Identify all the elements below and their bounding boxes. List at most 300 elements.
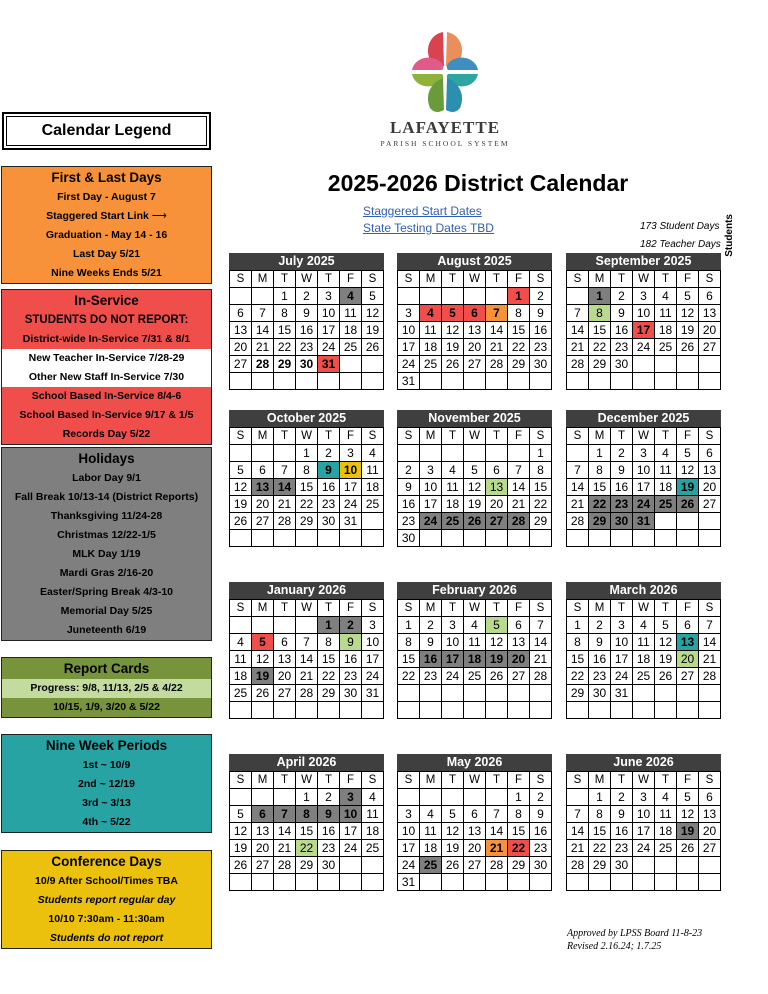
day-cell: 19 (677, 479, 699, 496)
day-cell: 1 (508, 789, 530, 806)
empty-cell (252, 288, 274, 305)
day-cell: 19 (655, 651, 677, 668)
day-cell: 23 (318, 840, 340, 857)
day-cell: 26 (677, 339, 699, 356)
day-cell: 12 (464, 479, 486, 496)
day-cell: 9 (296, 305, 318, 322)
day-cell: 27 (508, 668, 530, 685)
empty-cell (340, 702, 362, 719)
empty-cell (230, 288, 252, 305)
empty-cell (464, 288, 486, 305)
month-april-2026 (229, 754, 384, 891)
legend-item: MLK Day 1/19 (72, 548, 141, 560)
day-cell: 6 (699, 445, 721, 462)
day-cell: 30 (611, 857, 633, 874)
day-cell: 8 (589, 305, 611, 322)
weekday-header: S (567, 772, 589, 789)
day-cell: 20 (699, 322, 721, 339)
day-cell: 18 (655, 823, 677, 840)
weekday-header: W (296, 271, 318, 288)
legend-item (2, 207, 211, 226)
day-cell: 28 (252, 356, 274, 373)
empty-cell (362, 857, 384, 874)
day-cell: 18 (464, 651, 486, 668)
weekday-header: S (567, 428, 589, 445)
day-cell: 28 (486, 857, 508, 874)
day-cell: 17 (633, 823, 655, 840)
month-title: March 2026 (566, 582, 721, 599)
weekday-header: F (677, 271, 699, 288)
day-cell: 16 (611, 322, 633, 339)
weekday-header: F (677, 772, 699, 789)
day-cell: 9 (318, 806, 340, 823)
day-cell: 19 (486, 651, 508, 668)
day-cell: 8 (274, 305, 296, 322)
day-cell: 10 (362, 634, 384, 651)
day-cell: 8 (567, 634, 589, 651)
legend-item: Graduation - May 14 - 16 (45, 229, 168, 241)
weekday-header: T (486, 428, 508, 445)
day-cell: 22 (508, 339, 530, 356)
day-cell: 21 (274, 840, 296, 857)
weekday-header: T (611, 600, 633, 617)
month-grid (229, 599, 384, 719)
empty-cell (340, 530, 362, 547)
day-cell: 15 (589, 322, 611, 339)
weekday-header: T (655, 271, 677, 288)
day-cell: 12 (442, 322, 464, 339)
empty-cell (362, 530, 384, 547)
day-cell: 15 (318, 651, 340, 668)
empty-cell (486, 789, 508, 806)
day-cell: 27 (252, 513, 274, 530)
empty-cell (230, 617, 252, 634)
empty-cell (230, 445, 252, 462)
legend-item: 10/9 After School/Times TBA (35, 875, 178, 887)
day-cell: 21 (252, 339, 274, 356)
day-cell: 30 (611, 356, 633, 373)
day-cell: 21 (296, 668, 318, 685)
day-cell: 1 (589, 288, 611, 305)
day-cell: 4 (633, 617, 655, 634)
day-cell: 22 (274, 339, 296, 356)
weekday-header: W (464, 600, 486, 617)
day-cell: 23 (611, 840, 633, 857)
weekday-header: F (508, 428, 530, 445)
empty-cell (589, 373, 611, 390)
empty-cell (677, 356, 699, 373)
day-cell: 15 (296, 479, 318, 496)
day-cell: 10 (611, 634, 633, 651)
revision-line: Revised 2.16.24; 1.7.25 (567, 941, 662, 952)
empty-cell (486, 530, 508, 547)
day-cell: 20 (508, 651, 530, 668)
day-cell: 22 (318, 668, 340, 685)
empty-cell (655, 513, 677, 530)
empty-cell (420, 288, 442, 305)
day-cell: 12 (230, 823, 252, 840)
day-cell: 16 (398, 496, 420, 513)
day-cell: 12 (655, 634, 677, 651)
empty-cell (699, 513, 721, 530)
day-cell: 21 (508, 496, 530, 513)
weekday-header: S (699, 772, 721, 789)
empty-cell (567, 789, 589, 806)
day-cell: 2 (318, 445, 340, 462)
legend-title: Calendar Legend (6, 116, 207, 146)
day-cell: 10 (420, 479, 442, 496)
org-subtitle: PARISH SCHOOL SYSTEM (380, 139, 510, 148)
empty-cell (530, 685, 552, 702)
weekday-header: M (420, 271, 442, 288)
weekday-header: T (655, 428, 677, 445)
organization-name (360, 118, 530, 148)
day-cell: 25 (230, 685, 252, 702)
day-cell: 25 (420, 356, 442, 373)
day-cell: 2 (318, 789, 340, 806)
empty-cell (274, 530, 296, 547)
day-cell: 17 (633, 322, 655, 339)
month-grid (397, 771, 552, 891)
day-cell: 30 (589, 685, 611, 702)
day-cell: 10 (398, 823, 420, 840)
empty-cell (274, 445, 296, 462)
empty-cell (362, 373, 384, 390)
day-cell: 26 (230, 513, 252, 530)
day-cell: 3 (318, 288, 340, 305)
day-cell: 11 (655, 806, 677, 823)
day-cell: 6 (274, 634, 296, 651)
empty-cell (486, 445, 508, 462)
day-cell: 18 (655, 322, 677, 339)
empty-cell (252, 789, 274, 806)
empty-cell (274, 702, 296, 719)
day-cell: 4 (420, 806, 442, 823)
empty-cell (230, 373, 252, 390)
empty-cell (508, 685, 530, 702)
legend-nine-week (1, 734, 212, 833)
day-cell: 3 (611, 617, 633, 634)
day-cell: 11 (362, 806, 384, 823)
day-cell: 14 (567, 479, 589, 496)
day-cell: 21 (486, 840, 508, 857)
org-name: LAFAYETTE (389, 118, 501, 137)
day-cell: 21 (567, 339, 589, 356)
month-grid (397, 270, 552, 390)
month-january-2026 (229, 582, 384, 719)
arrow-right-icon: ⟶ (151, 210, 167, 222)
empty-cell (677, 857, 699, 874)
day-cell: 21 (486, 339, 508, 356)
legend-first-last (1, 166, 212, 284)
day-cell: 20 (486, 496, 508, 513)
empty-cell (508, 445, 530, 462)
empty-cell (567, 702, 589, 719)
day-cell: 29 (296, 513, 318, 530)
month-grid (566, 771, 721, 891)
weekday-header: W (633, 772, 655, 789)
day-cell: 10 (633, 462, 655, 479)
day-cell: 22 (589, 840, 611, 857)
month-grid (229, 270, 384, 390)
day-cell: 22 (589, 496, 611, 513)
empty-cell (530, 530, 552, 547)
empty-cell (508, 874, 530, 891)
day-cell: 23 (398, 513, 420, 530)
empty-cell (464, 373, 486, 390)
weekday-header: S (567, 600, 589, 617)
day-cell: 24 (340, 840, 362, 857)
weekday-header: S (530, 600, 552, 617)
day-cell: 24 (633, 840, 655, 857)
month-title: September 2025 (566, 253, 721, 270)
weekday-header: S (230, 271, 252, 288)
day-cell: 7 (699, 617, 721, 634)
day-cell: 26 (362, 339, 384, 356)
empty-cell (420, 874, 442, 891)
month-title: January 2026 (229, 582, 384, 599)
day-cell: 26 (677, 840, 699, 857)
empty-cell (508, 530, 530, 547)
day-cell: 11 (633, 634, 655, 651)
day-cell: 13 (699, 305, 721, 322)
empty-cell (530, 874, 552, 891)
day-cell: 5 (362, 288, 384, 305)
empty-cell (252, 530, 274, 547)
day-cell: 28 (567, 857, 589, 874)
day-cell: 5 (677, 789, 699, 806)
day-cell: 12 (677, 462, 699, 479)
empty-cell (252, 617, 274, 634)
month-december-2025 (566, 410, 721, 547)
empty-cell (296, 874, 318, 891)
legend-report-cards (1, 657, 212, 718)
day-cell: 18 (442, 496, 464, 513)
weekday-header: W (296, 772, 318, 789)
day-cell: 30 (530, 857, 552, 874)
weekday-header: W (633, 600, 655, 617)
lafayette-logo (410, 30, 480, 114)
day-cell: 11 (420, 322, 442, 339)
empty-cell (611, 874, 633, 891)
day-cell: 4 (230, 634, 252, 651)
month-grid (229, 771, 384, 891)
day-cell: 12 (230, 479, 252, 496)
day-cell: 19 (677, 322, 699, 339)
weekday-header: T (274, 271, 296, 288)
day-cell: 3 (442, 617, 464, 634)
day-cell: 15 (589, 479, 611, 496)
day-cell: 14 (486, 322, 508, 339)
day-cell: 1 (508, 288, 530, 305)
weekday-header: S (530, 271, 552, 288)
month-june-2026 (566, 754, 721, 891)
legend-item: 1st ~ 10/9 (82, 759, 131, 771)
empty-cell (633, 857, 655, 874)
state-testing-link[interactable]: State Testing Dates TBD (363, 221, 494, 235)
empty-cell (340, 857, 362, 874)
day-cell: 24 (633, 339, 655, 356)
day-cell: 6 (230, 305, 252, 322)
empty-cell (655, 685, 677, 702)
day-cell: 8 (508, 806, 530, 823)
day-cell: 3 (398, 806, 420, 823)
day-cell: 28 (508, 513, 530, 530)
day-cell: 25 (420, 857, 442, 874)
day-cell: 13 (464, 823, 486, 840)
day-cell: 1 (398, 617, 420, 634)
empty-cell (420, 373, 442, 390)
day-cell: 18 (362, 823, 384, 840)
legend-item: Christmas 12/22-1/5 (57, 529, 156, 541)
month-title: February 2026 (397, 582, 552, 599)
day-cell: 29 (508, 356, 530, 373)
day-cell: 30 (611, 513, 633, 530)
empty-cell (699, 857, 721, 874)
day-cell: 8 (589, 462, 611, 479)
day-cell: 15 (296, 823, 318, 840)
legend-item: Fall Break 10/13-14 (District Reports) (14, 491, 199, 503)
day-cell: 7 (567, 305, 589, 322)
day-cell: 15 (508, 322, 530, 339)
empty-cell (318, 874, 340, 891)
day-cell: 24 (318, 339, 340, 356)
weekday-header: S (362, 772, 384, 789)
weekday-header: F (508, 271, 530, 288)
day-cell: 1 (567, 617, 589, 634)
day-cell: 11 (442, 479, 464, 496)
side-label: Students (724, 214, 735, 257)
day-cell: 31 (340, 513, 362, 530)
day-cell: 23 (611, 496, 633, 513)
approval-note (567, 927, 702, 953)
month-september-2025 (566, 253, 721, 390)
weekday-header: M (252, 271, 274, 288)
empty-cell (420, 530, 442, 547)
weekday-header: F (340, 772, 362, 789)
empty-cell (230, 874, 252, 891)
day-cell: 15 (398, 651, 420, 668)
day-cell: 27 (464, 356, 486, 373)
day-cell: 19 (252, 668, 274, 685)
day-cell: 8 (296, 462, 318, 479)
day-cell: 3 (420, 462, 442, 479)
month-title: April 2026 (229, 754, 384, 771)
day-cell: 7 (486, 806, 508, 823)
day-cell: 4 (442, 462, 464, 479)
empty-cell (699, 373, 721, 390)
weekday-header: S (699, 600, 721, 617)
month-october-2025 (229, 410, 384, 547)
day-cell: 11 (464, 634, 486, 651)
empty-cell (655, 874, 677, 891)
day-cell: 9 (340, 634, 362, 651)
day-cell: 1 (530, 445, 552, 462)
day-cell: 16 (420, 651, 442, 668)
day-cell: 27 (464, 857, 486, 874)
day-cell: 9 (398, 479, 420, 496)
empty-cell (677, 530, 699, 547)
empty-cell (340, 356, 362, 373)
day-cell: 27 (230, 356, 252, 373)
day-cell: 28 (567, 356, 589, 373)
empty-cell (362, 356, 384, 373)
day-cell: 11 (340, 305, 362, 322)
day-cell: 9 (611, 305, 633, 322)
legend-item: 2nd ~ 12/19 (78, 778, 135, 790)
weekday-header: S (398, 600, 420, 617)
day-cell: 2 (611, 789, 633, 806)
day-cell: 24 (398, 356, 420, 373)
weekday-header: T (611, 772, 633, 789)
weekday-header: M (252, 600, 274, 617)
empty-cell (486, 702, 508, 719)
day-cell: 5 (230, 806, 252, 823)
day-cell: 24 (633, 496, 655, 513)
day-cell: 16 (589, 651, 611, 668)
day-cell: 11 (230, 651, 252, 668)
page-title: 2025-2026 District Calendar (327, 170, 629, 196)
day-cell: 19 (677, 823, 699, 840)
empty-cell (699, 702, 721, 719)
weekday-header: M (252, 428, 274, 445)
legend-section-title: First & Last Days (51, 170, 162, 185)
legend-item-text: Staggered Start Link (46, 210, 149, 222)
day-cell: 5 (486, 617, 508, 634)
day-cell: 18 (420, 339, 442, 356)
day-cell: 11 (655, 462, 677, 479)
day-cell: 10 (340, 806, 362, 823)
day-cell: 25 (442, 513, 464, 530)
empty-cell (655, 356, 677, 373)
day-cell: 25 (362, 496, 384, 513)
empty-cell (274, 874, 296, 891)
day-cell: 16 (530, 322, 552, 339)
day-cell: 21 (274, 496, 296, 513)
staggered-start-link[interactable]: Staggered Start Dates (363, 204, 482, 218)
day-cell: 19 (230, 840, 252, 857)
day-cell: 30 (318, 513, 340, 530)
weekday-header: M (252, 772, 274, 789)
day-cell: 31 (633, 513, 655, 530)
day-cell: 17 (318, 322, 340, 339)
day-cell: 29 (589, 356, 611, 373)
empty-cell (530, 702, 552, 719)
empty-cell (655, 857, 677, 874)
empty-cell (655, 702, 677, 719)
empty-cell (486, 874, 508, 891)
empty-cell (633, 356, 655, 373)
day-cell: 18 (655, 479, 677, 496)
weekday-header: F (677, 600, 699, 617)
legend-section-title: Conference Days (51, 854, 162, 869)
legend-item: Thanksgiving 11/24-28 (50, 510, 163, 522)
weekday-header: T (442, 428, 464, 445)
day-cell: 10 (633, 806, 655, 823)
day-cell: 18 (633, 651, 655, 668)
weekday-header: T (655, 600, 677, 617)
empty-cell (464, 874, 486, 891)
empty-cell (677, 702, 699, 719)
day-cell: 18 (420, 840, 442, 857)
weekday-header: S (699, 271, 721, 288)
day-cell: 6 (486, 462, 508, 479)
day-cell: 26 (442, 857, 464, 874)
day-cell: 27 (699, 840, 721, 857)
empty-cell (230, 789, 252, 806)
empty-cell (611, 702, 633, 719)
day-cell: 13 (464, 322, 486, 339)
